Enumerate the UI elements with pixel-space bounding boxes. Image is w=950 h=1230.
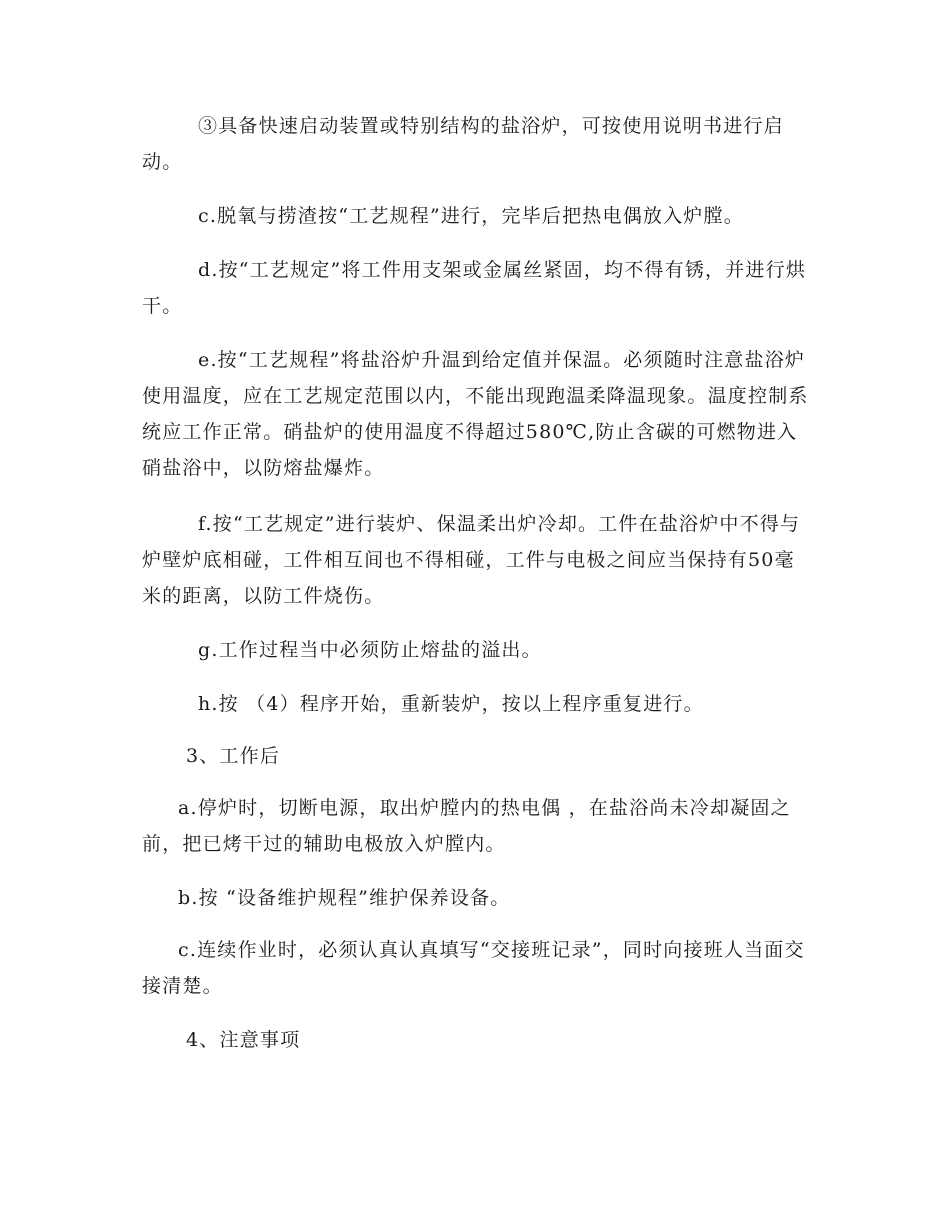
paragraph-g-overflow: g.工作过程当中必须防止熔盐的溢出。 [198, 639, 542, 661]
paragraph-quick-start: ③具备快速启动装置或特别结构的盐浴炉，可按使用说明书进行启动。 [142, 115, 784, 173]
paragraph-c-handover: c.连续作业时，必须认真认真填写“交接班记录”，同时向接班人当面交接清楚。 [142, 939, 805, 997]
paragraph-e-heating: e.按“工艺规程”将盐浴炉升温到给定值并保温。必须随时注意盐浴炉使用温度，应在工艺规定范围以内，不能出现跑温柔降温现象。温度控制系统应工作正常。硝盐炉的使用温度不得超过580℃,防止含碳的可燃物进入硝盐浴中，以防熔盐爆炸。 [142, 349, 809, 479]
paragraph-c-deoxidation: c.脱氧与捞渣按“工艺规程”进行，完毕后把热电偶放入炉膛。 [198, 205, 744, 227]
paragraph-b-maintenance: b.按 “设备维护规程”维护保养设备。 [178, 887, 511, 909]
paragraph-d-fastening: d.按“工艺规定”将工件用支架或金属丝紧固，均不得有锈，并进行烘干。 [142, 259, 807, 317]
paragraph-a-shutdown: a.停炉时，切断电源，取出炉膛内的热电偶 ，在盐浴尚未冷却凝固之前，把已烤干过的辅助电极放入炉膛内。 [142, 797, 791, 855]
paragraph-h-restart: h.按 （4）程序开始，重新装炉，按以上程序重复进行。 [198, 693, 704, 715]
section-heading-precautions: 4、注意事项 [186, 1029, 301, 1051]
paragraph-f-loading: f.按“工艺规定”进行装炉、保温柔出炉冷却。工件在盐浴炉中不得与炉壁炉底相碰，工件相互间也不得相碰，工件与电极之间应当保持有50毫米的距离，以防工件烧伤。 [142, 513, 801, 607]
section-heading-after-work: 3、工作后 [186, 745, 281, 767]
